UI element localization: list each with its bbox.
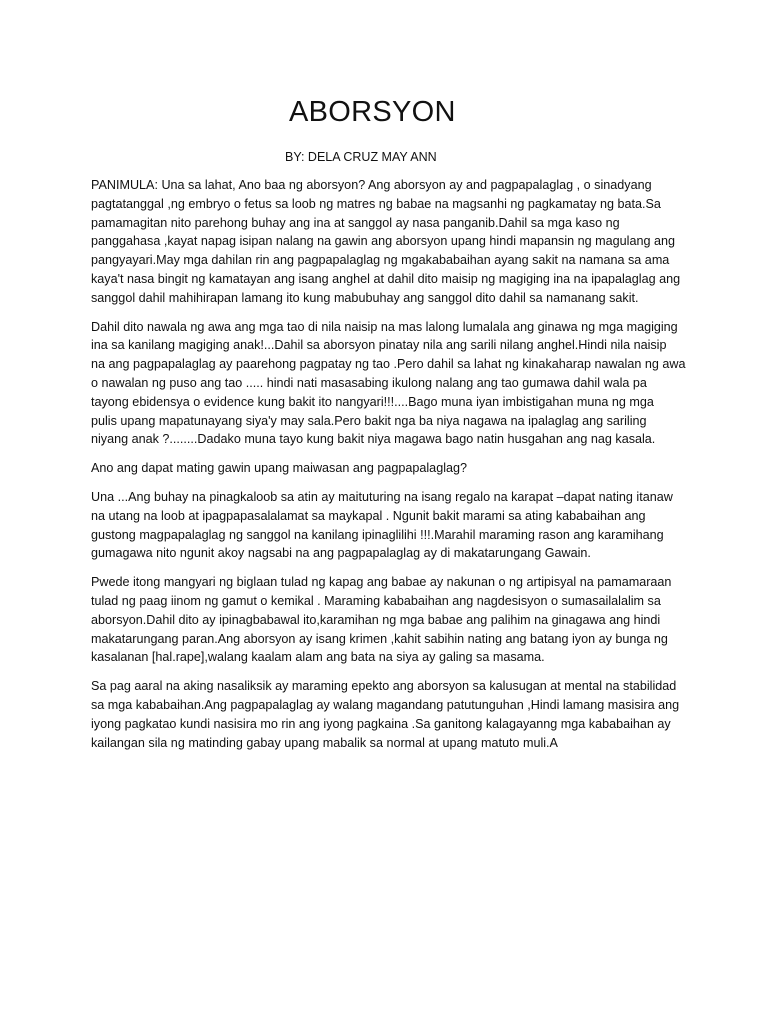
paragraph-5 (91, 573, 691, 667)
text-line: na ang pagpapalaglag ay paarehong pagpatay ng tao .Pero dahil sa lahat ng kinakaharap nawalan ng awa (91, 357, 686, 372)
text-line: tayong ebidensya o evidence kung bakit ito nangyari!!!....Bago muna iyan imbistigahan muna ng mga (91, 394, 654, 409)
text-line: iyong pagkatao kundi nasisira mo rin ang iyong pagkaina .Sa ganitong kalagayanng mga kababaihan ay (91, 716, 671, 731)
text-line: Pwede itong mangyari ng biglaan tulad ng kapag ang babae ay nakunan o ng artipisyal na pamamaraan (91, 575, 672, 590)
text-line: panggahasa ,kayat napag isipan nalang na gawin ang aborsyon upang hindi mapansin ng magulang ang (91, 234, 675, 249)
text-line: kailangan sila ng matinding gabay upang mabalik sa normal at upang matuto muli.A (91, 735, 558, 750)
paragraph-4 (91, 488, 691, 563)
text-line: pulis upang mapatunayang siya'y may sala.Pero bakit nga ba niya nagawa na ipalaglag ang sariling (91, 413, 647, 428)
document-title: ABORSYON (289, 96, 456, 128)
text-line: pangyayari.May mga dahilan rin ang pagpapalaglag ng mgakababaihan ayang sakit na namana sa ama (91, 253, 670, 268)
document-body (91, 176, 691, 762)
text-line: tulad ng paag iinom ng gamut o kemikal . Maraming kababaihan ang nagdesisyon o sumasailalalim sa (91, 593, 661, 608)
text-line: sa mga kababaihan.Ang pagpapalaglag ay walang magandang patutunguhan ,Hindi lamang masisira ang (91, 697, 680, 712)
text-line: pagtatanggal ,ng embryo o fetus sa loob ng matres ng babae na magsanhi ng pagkamatay ng bata.Sa (91, 196, 661, 211)
text-line: na utang na loob at ipagpapasalalamat sa maykapal . Ngunit bakit marami sa ating kababaihan ang (91, 508, 646, 523)
text-line: o nawalan ng puso ang tao ..... hindi nati masasabing ikulong nalang ang tao gumawa dahil wala pa (91, 375, 647, 390)
text-line: pamamagitan nito parehong buhay ang ina at sanggol ay nasa panganib.Dahil sa mga kaso ng (91, 215, 620, 230)
text-line: gustong magpapalaglag ng sanggol na kanilang ipinaglilihi !!!.Marahil maraming rason ang karamihang (91, 527, 664, 542)
paragraph-question (91, 459, 691, 478)
text-line: ina sa kanilang magiging anak!...Dahil sa aborsyon pinatay nila ang sarili nilang anghel.Hindi nila naisip (91, 338, 667, 353)
text-line: gumagawa nito ngunit akoy nagsabi na ang pagpapalaglag ay di makatarungang Gawain. (91, 546, 591, 561)
paragraph-6 (91, 677, 691, 752)
paragraph-introduction (91, 176, 691, 308)
text-line: Ano ang dapat mating gawin upang maiwasan ang pagpapalaglag? (91, 461, 468, 476)
text-line: Una ...Ang buhay na pinagkaloob sa atin ay maituturing na isang regalo na karapat –dapat nating itanaw (91, 489, 673, 504)
author-byline: BY: DELA CRUZ MAY ANN (285, 150, 437, 164)
text-line: Sa pag aaral na aking nasaliksik ay maraming epekto ang aborsyon sa kalusugan at mental na stabilidad (91, 679, 677, 694)
text-line: kaya't nasa bingit ng kamatayan ang isang anghel at dahil dito maisip ng magiging ina na ipapalaglag ang (91, 271, 681, 286)
text-line: aborsyon.Dahil dito ay ipinagbabawal ito,karamihan ng mga babae ang palihim na ginagawa ang hindi (91, 612, 661, 627)
paragraph-2 (91, 318, 691, 450)
text-line: niyang anak ?........Dadako muna tayo kung bakit niya magawa bago natin husgahan ang nag kasala. (91, 432, 656, 447)
text-line: sanggol dahil mahihirapan lamang ito kung mabubuhay ang sanggol dito dahil sa namanang sakit. (91, 290, 639, 305)
text-line: kasalanan [hal.rape],walang kaalam alam ang bata na siya ay galing sa masama. (91, 650, 545, 665)
text-line: makatarungang paran.Ang aborsyon ay isang krimen ,kahit sabihin nating ang batang iyon ay bunga ng (91, 631, 668, 646)
text-line: Dahil dito nawala ng awa ang mga tao di nila naisip na mas lalong lumalala ang ginawa ng mga magiging (91, 319, 678, 334)
text-line: PANIMULA: Una sa lahat, Ano baa ng aborsyon? Ang aborsyon ay and pagpapalaglag , o sinadyang (91, 178, 652, 192)
